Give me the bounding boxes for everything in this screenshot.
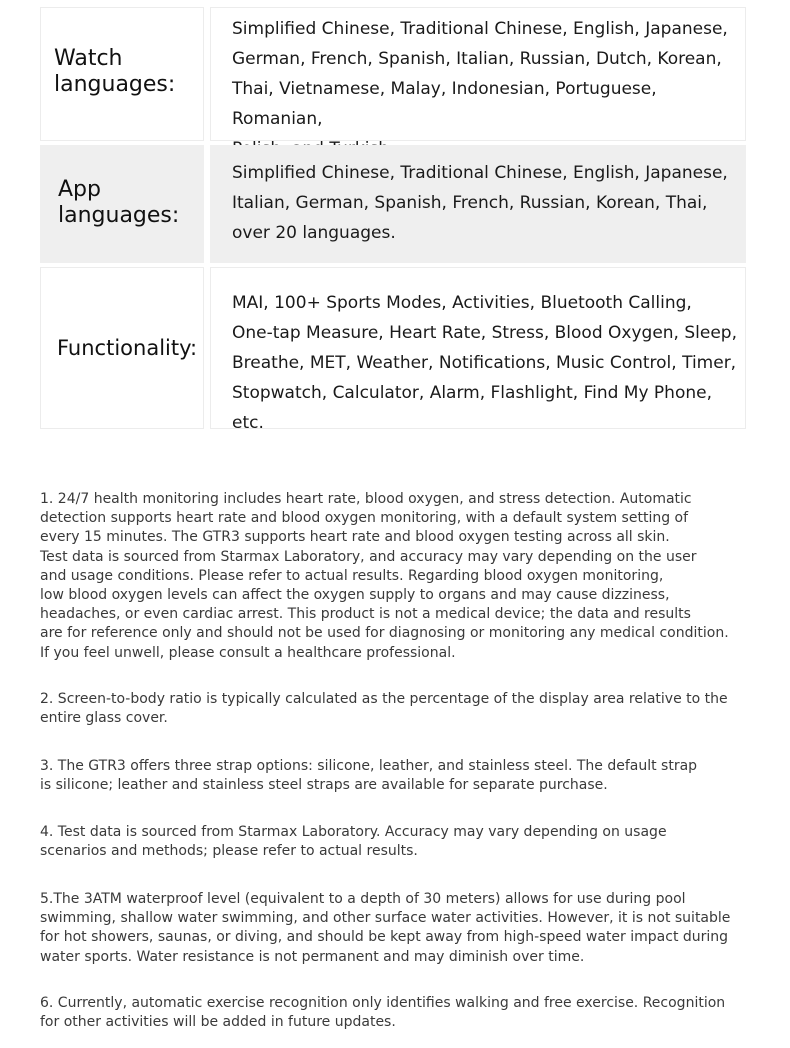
spec-label-functionality: Functionality: — [57, 336, 198, 360]
spec-label-cell — [40, 267, 204, 429]
spec-label-watch-languages: Watch languages: — [54, 46, 176, 97]
spec-value-watch-languages: Simplified Chinese, Traditional Chinese, English, Japanese, German, French, Spanish, Italian, Russian, Dutch, Korean, Thai, Vietnamese, Malay, Indonesian, Portuguese, Romanian, — [232, 19, 728, 129]
spec-label-cell — [40, 145, 204, 263]
spec-value-app-languages: Simplified Chinese, Traditional Chinese, English, Japanese, Italian, German, Spanish, French, Russian, Korean, Thai, over 20 languages. — [232, 163, 728, 243]
spec-value-functionality: MAI, 100+ Sports Modes, Activities, Bluetooth Calling, One-tap Measure, Heart Rate, Stress, Blood Oxygen, Sleep, Breathe, MET, Weather, Notifications, Music Control, Timer, Stopwatch, Calculator, Alarm, Flashlight, Find My Phone, etc. — [232, 293, 737, 433]
spec-value-cell — [210, 145, 746, 263]
spec-row-app-languages — [0, 145, 790, 263]
spec-label-app-languages: App languages: — [58, 177, 180, 228]
spec-row-functionality — [0, 267, 790, 433]
spec-row-watch-languages — [0, 7, 790, 141]
spec-value-cell — [210, 7, 746, 141]
spec-value-cell — [210, 267, 746, 433]
footnote-4: 4. Test data is sourced from Starmax Laboratory. Accuracy may vary depending on usage scenarios and methods; please refer to actual results. — [40, 824, 667, 860]
footnote-5: 5.The 3ATM waterproof level (equivalent to a depth of 30 meters) allows for use during pool swimming, shallow water swimming, and other surface water activities. However, it is not suitable for hot showers, saunas, or diving, and should be kept away from high-speed water impact during water sports. Water resistance is not permanent and may diminish over time. — [40, 891, 731, 965]
footnote-6: 6. Currently, automatic exercise recognition only identifies walking and free exercise. Recognition for other activities will be added in future updates. — [40, 995, 726, 1031]
footnote-3: 3. The GTR3 offers three strap options: silicone, leather, and stainless steel. The default strap is silicone; leather and stainless steel straps are available for separate purchase. — [40, 758, 698, 794]
footnote-1: 1. 24/7 health monitoring includes heart rate, blood oxygen, and stress detection. Automatic detection supports heart rate and blood oxygen monitoring, with a default system setting of every 15 minutes. The GTR3 supports heart rate and blood oxygen testing across all skin. Test data is sourced from Starmax Laboratory, and accuracy may vary depending on the user and usage conditions. Please refer to actual results. Regarding blood oxygen monitoring, low blood oxygen levels can affect the oxygen supply to organs and may cause dizziness, headaches, or even cardiac arrest. This product is not a medical device; the data and results are for reference only and should not be used for diagnosing or monitoring any medical condition. If you feel unwell, please consult a healthcare professional. — [40, 491, 729, 661]
spec-label-cell — [40, 7, 204, 141]
footnote-2: 2. Screen-to-body ratio is typically calculated as the percentage of the display area relative to the entire glass cover. — [40, 691, 728, 727]
